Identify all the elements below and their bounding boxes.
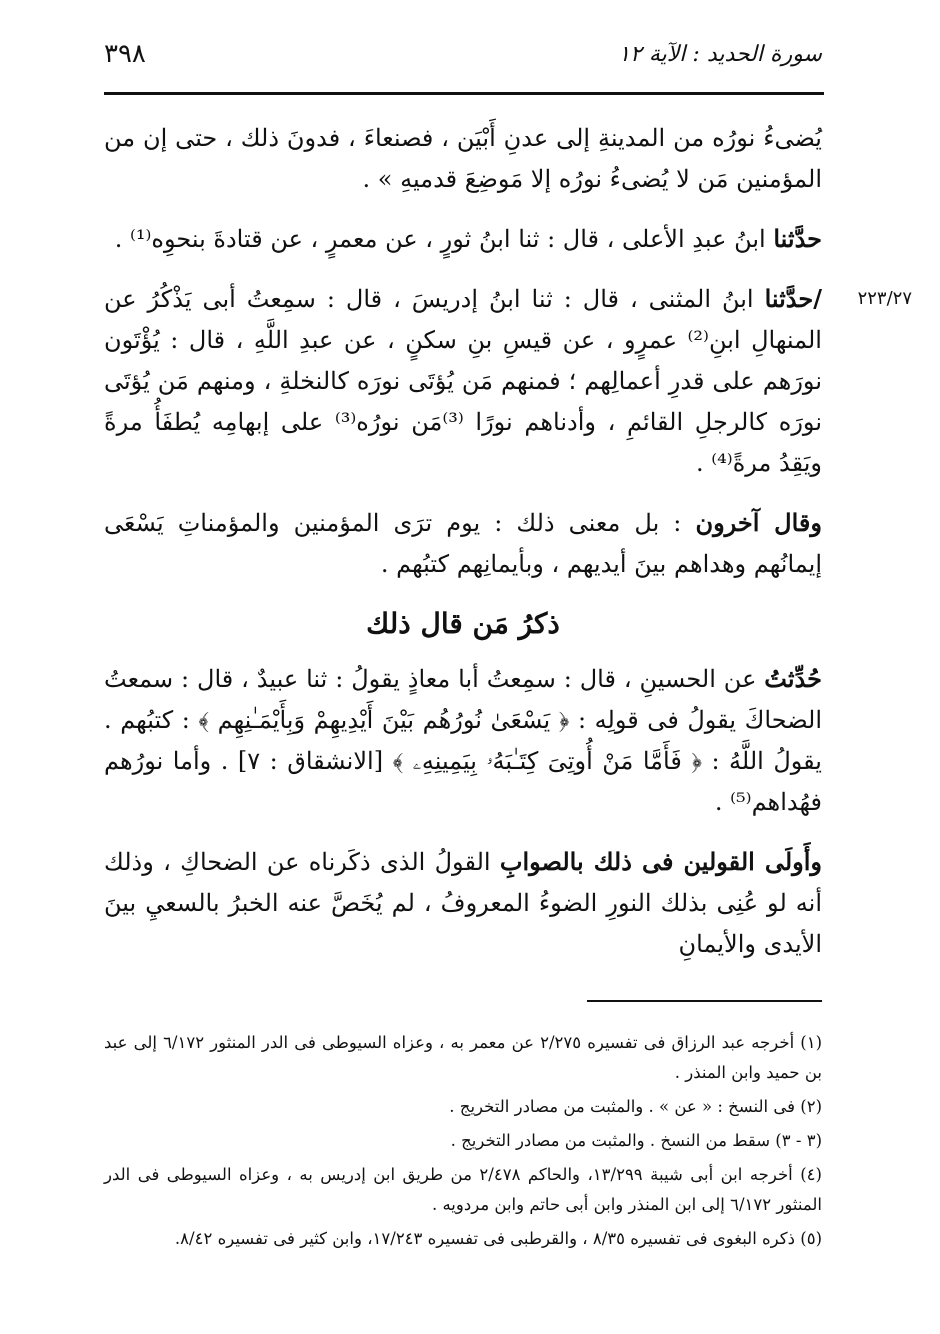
section-heading: ذكرُ مَن قال ذلك	[366, 607, 560, 640]
margin-reference: ٢٢٣/٢٧	[857, 288, 912, 309]
page-number: ٣٩٨	[104, 39, 146, 69]
footnote-divider	[587, 1000, 822, 1002]
paragraph-5	[104, 658, 822, 823]
paragraph-4-lead: وقال آخرون	[695, 508, 822, 537]
footnote-1: (١) أخرجه عبد الرزاق فى تفسيره ٢/٢٧٥ عن معمر به ، وعزاه السيوطى فى الدر المنثور ٦/١٧٢ إلى عبد بن حميد وابن المنذر .	[104, 1033, 823, 1082]
paragraph-6-lead: وأَولَى القولين فى ذلك بالصوابِ	[499, 847, 822, 876]
paragraph-5-text: عن الحسينِ ، قال : سمِعتُ أبا معاذٍ يقولُ : ثنا عبيدٌ ، قال : سمعتُ الضحاكَ يقولُ فى قولِه : ﴿ يَسْعَىٰ نُورُهُم بَيْنَ أَيْدِيهِمْ وَبِأَيْمَـٰنِهِم ﴾ : كتبُهم . يقولُ اللَّهُ : ﴿ فَأَمَّا مَنْ أُوتِىَ كِتَـٰبَهُۥ بِيَمِينِهِۦ ﴾ [الانشقاق : ٧] . وأما نورُهم فهُداهم⁽⁵⁾ .	[104, 665, 822, 816]
paragraph-3	[104, 278, 912, 484]
paragraph-1-text: يُضىءُ نورُه من المدينةِ إلى عدنِ أَبْيَن ، فصنعاءَ ، فدونَ ذلك ، حتى إن من المؤمنين مَن لا يُضىءُ نورُه إلا مَوضِعَ قدميهِ » .	[104, 124, 822, 193]
paragraph-4	[104, 502, 822, 585]
footnote-2: (٢) فى النسخ : « عن » . والمثبت من مصادر التخريج .	[449, 1097, 822, 1116]
paragraph-1	[104, 118, 822, 200]
running-title: سورة الحديد : الآية ١٢	[618, 41, 822, 67]
paragraph-4-text: : بل معنى ذلك : يوم ترَى المؤمنين والمؤمناتِ يَسْعَى إيمانُهم وهداهم بينَ أيديهم ، وبأيمانِهم كتبُهم .	[104, 509, 822, 578]
main-text	[104, 118, 912, 983]
header-divider	[104, 92, 824, 95]
paragraph-2-text: ابنُ عبدِ الأعلى ، قال : ثنا ابنُ ثورٍ ، عن معمرٍ ، عن قتادةَ بنحوِه⁽¹⁾ .	[114, 225, 766, 253]
footnotes	[104, 1028, 822, 1258]
paragraph-3-text: ابنُ المثنى ، قال : ثنا ابنُ إدريسَ ، قال : سمِعتُ أبى يَذْكُرُ عن المنهالِ ابنِ⁽²⁾ عمرٍو ، عن قيسِ بنِ سكنٍ ، عن عبدِ اللَّهِ ، قال : يُؤْتَون نورَهم على قدرِ أعمالِهم ؛ فمنهم مَن يُؤتَى نورَه كالنخلةِ ، ومنهم مَن يُؤتَى نورَه كالرجلِ القائمِ ، وأدناهم نورًا ⁽³⁾مَن نورُه⁽³⁾ على إبهامِه يُطفَأُ مرةً ويَقِدُ مرةً⁽⁴⁾ .	[104, 285, 822, 477]
paragraph-6-text: القولُ الذى ذكَرناه عن الضحاكِ ، وذلك أنه لو عُنِى بذلك النورِ الضوءُ المعروفُ ، لم يُخَصَّ عنه الخبرُ بالسعيِ بينَ الأيدى والأيمانِ	[104, 848, 823, 958]
paragraph-3-lead: /حدَّثنا	[764, 284, 822, 313]
page-header	[104, 34, 822, 74]
footnote-4: (٤) أخرجه ابن أبى شيبة ١٣/٢٩٩، والحاكم ٢/٤٧٨ من طريق ابن إدريس به ، وعزاه السيوطى فى الدر المنثور ٦/١٧٢ إلى ابن المنذر وابن أبى حاتم وابن مردويه .	[104, 1165, 822, 1214]
footnote-3: (٣ - ٣) سقط من النسخ . والمثبت من مصادر التخريج .	[450, 1131, 822, 1150]
paragraph-5-lead: حُدِّثتُ	[764, 664, 822, 693]
paragraph-2-lead: حدَّثنا	[773, 224, 822, 253]
paragraph-6	[104, 841, 822, 965]
footnote-5: (٥) ذكره البغوى فى تفسيره ٨/٣٥ ، والقرطبى فى تفسيره ١٧/٢٤٣، وابن كثير فى تفسيره ٨/٤٢.	[174, 1229, 822, 1248]
paragraph-2	[104, 218, 822, 260]
